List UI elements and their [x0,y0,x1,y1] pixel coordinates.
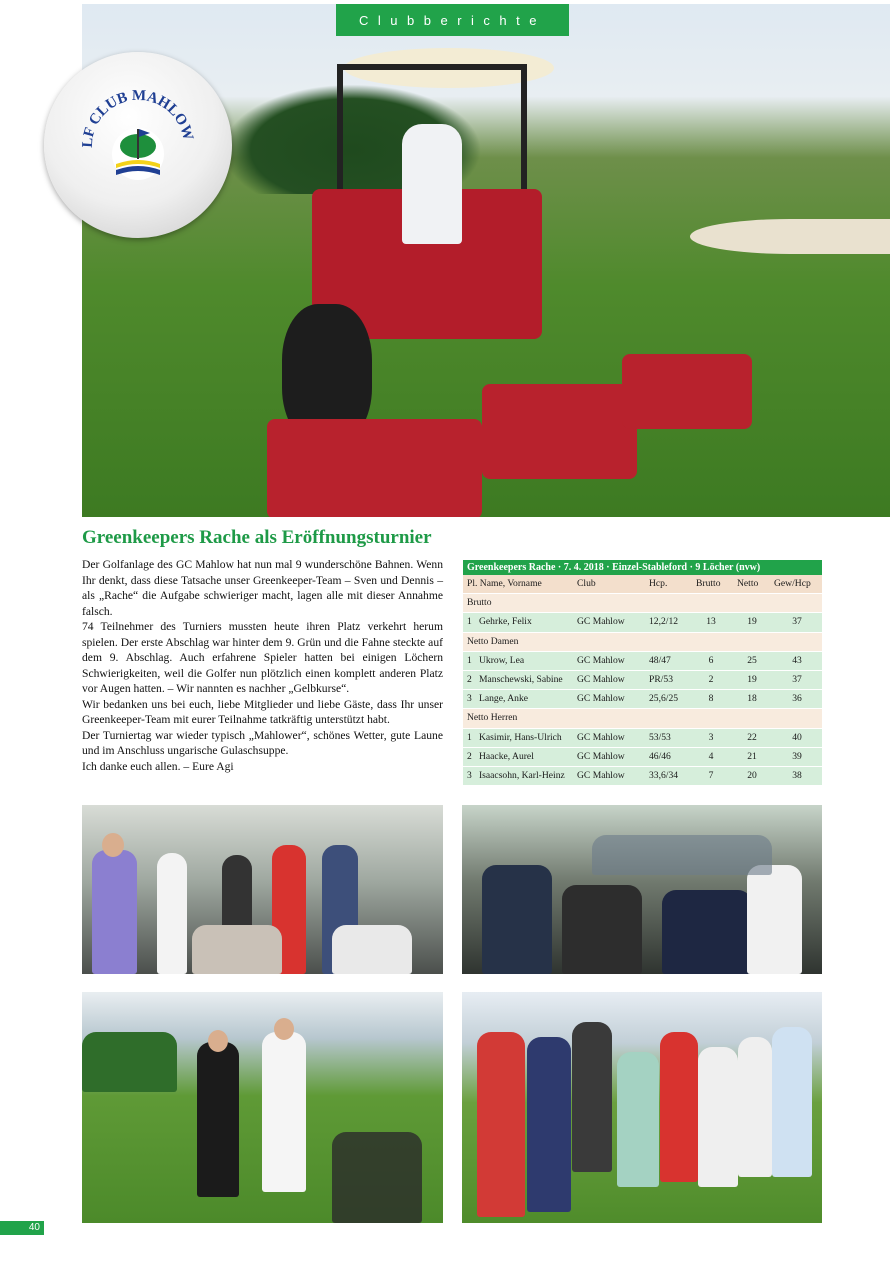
crowd [592,835,772,875]
person [527,1037,571,1212]
article-paragraph: 74 Teilnehmer des Turniers mussten heute ihren Platz verkehrt herum spielen. Der erste Abschlag war hinter dem 9. Grün und die Fahne steckte auf dem 9. Abschlag. Auch erfahrene Spieler hatten bei einigen Löchern Schwierigkeiten, weil die Golfer nun plötzlich einen komplett anderen Platz vor Augen hatten. – Wir nannten es nachher „Gelbkurse“. [82,620,443,695]
mower-deck [482,384,637,479]
section-badge-label: Clubberichte [359,12,546,28]
results-row [463,652,822,671]
header-gew-hcp: Gew/Hcp [774,578,811,589]
photo-speech-terrace [82,805,443,974]
header-name: Pl. Name, Vorname [467,578,542,589]
club-logo-icon [78,84,198,204]
person [157,853,187,974]
results-cell-hcp: 12,2/12 [649,616,679,628]
results-cell-name: 2 Haacke, Aurel [467,750,534,762]
article-paragraph: Der Golfanlage des GC Mahlow hat nun mal 9 wunderschöne Bahnen. Wenn Ihr denkt, dass diese Tatsache unser Greenkeeper-Team – Sven und Dennis – als „Rache“ die Aufgabe schwieriger macht, lagen alle mit dieser Annahme falsch. [82,558,443,618]
results-cell-brutto: 13 [706,616,716,628]
results-cell-club: GC Mahlow [577,750,625,762]
photo-presentation-lawn [82,992,443,1223]
results-cell-brutto: 4 [708,750,714,762]
person [477,1032,525,1217]
results-cell-name: 1 Kasimir, Hans-Ulrich [467,731,562,743]
results-cell-netto: 25 [747,654,757,666]
results-cell-name: 1 Gehrke, Felix [467,616,532,628]
person [738,1037,772,1177]
results-cell-hcp: PR/53 [649,673,673,685]
results-table-title: Greenkeepers Rache · 7. 4. 2018 · Einzel-Stableford · 9 Löcher (nvw) [463,560,822,575]
section-badge [336,4,569,36]
person [660,1032,698,1182]
results-cell-club: GC Mahlow [577,769,625,781]
person [662,890,752,974]
results-group-label: Netto Damen [467,635,519,647]
photo-winners-group [462,992,822,1223]
results-table-body [463,594,822,786]
club-logo [78,84,198,204]
page-number [0,1221,44,1235]
person [617,1052,659,1187]
person-head [274,1018,294,1040]
potted-plants [82,1032,177,1092]
page-number-label: 40 [28,1222,40,1233]
results-cell-hcp: 46/46 [649,750,671,762]
results-cell-gew-hcp: 37 [792,673,802,685]
results-cell-hcp: 33,6/34 [649,769,679,781]
person [262,1032,306,1192]
person-head [102,833,124,857]
results-cell-club: GC Mahlow [577,616,625,628]
results-cell-netto: 18 [747,693,757,705]
results-group-label: Netto Herren [467,712,518,724]
person [332,925,412,974]
results-group-row [463,709,822,728]
header-brutto: Brutto [696,578,721,589]
results-cell-netto: 20 [747,769,757,781]
results-cell-brutto: 2 [708,673,714,685]
results-cell-gew-hcp: 37 [792,616,802,628]
golf-ball-logo [44,52,232,238]
results-row [463,729,822,748]
results-cell-gew-hcp: 40 [792,731,802,743]
results-table-header [463,575,822,594]
results-cell-gew-hcp: 38 [792,769,802,781]
results-row [463,767,822,786]
article-paragraph: Ich danke euch allen. – Eure Agi [82,759,234,773]
person [192,925,282,974]
results-cell-netto: 19 [747,616,757,628]
results-cell-brutto: 7 [708,769,714,781]
person [747,865,802,974]
patio-chair [332,1132,422,1223]
article-paragraph: Der Turniertag war wieder typisch „Mahlower“, schönes Wetter, gute Laune und im Anschluss ungarische Gulaschsuppe. [82,728,443,757]
results-cell-club: GC Mahlow [577,693,625,705]
person [562,885,642,974]
results-cell-club: GC Mahlow [577,731,625,743]
results-group-row [463,594,822,613]
results-cell-club: GC Mahlow [577,654,625,666]
header-netto: Netto [737,578,759,589]
results-cell-hcp: 25,6/25 [649,693,679,705]
results-cell-brutto: 8 [708,693,714,705]
results-cell-hcp: 53/53 [649,731,671,743]
person [92,850,137,974]
results-cell-gew-hcp: 43 [792,654,802,666]
mower-driver [402,124,462,244]
results-cell-club: GC Mahlow [577,673,625,685]
svg-text:GOLF CLUB MAHLOW E.V.: LF CLUB MAHLOW [79,87,196,149]
results-cell-gew-hcp: 39 [792,750,802,762]
results-row [463,613,822,632]
person [772,1027,812,1177]
person [197,1042,239,1197]
person [698,1047,738,1187]
header-hcp: Hcp. [649,578,668,589]
results-row [463,748,822,767]
person [572,1022,612,1172]
results-cell-name: 3 Lange, Anke [467,693,529,705]
results-group-row [463,633,822,652]
results-cell-hcp: 48/47 [649,654,671,666]
results-cell-netto: 19 [747,673,757,685]
results-cell-brutto: 3 [708,731,714,743]
results-cell-netto: 21 [747,750,757,762]
mower-deck [622,354,752,429]
header-club: Club [577,578,596,589]
article-headline: Greenkeepers Rache als Eröffnungsturnier [82,527,432,548]
results-cell-name: 1 Ukrow, Lea [467,654,525,666]
results-row [463,671,822,690]
mower-deck [267,419,482,517]
person-head [208,1030,228,1052]
results-table [463,560,822,786]
results-group-label: Brutto [467,597,492,609]
results-cell-name: 3 Isaacsohn, Karl-Heinz [467,769,565,781]
person [482,865,552,974]
article-paragraph: Wir bedanken uns bei euch, liebe Mitglieder und liebe Gäste, dass Ihr unser Greenkeeper-Team mit eurer Teilnahme tatkräftig unterstützt habt. [82,697,443,726]
results-cell-brutto: 6 [708,654,714,666]
sand-bunker [690,219,890,254]
results-cell-netto: 22 [747,731,757,743]
results-row [463,690,822,709]
photo-guests-seated [462,805,822,974]
article-body [82,557,443,774]
results-cell-gew-hcp: 36 [792,693,802,705]
results-cell-name: 2 Manschewski, Sabine [467,673,563,685]
